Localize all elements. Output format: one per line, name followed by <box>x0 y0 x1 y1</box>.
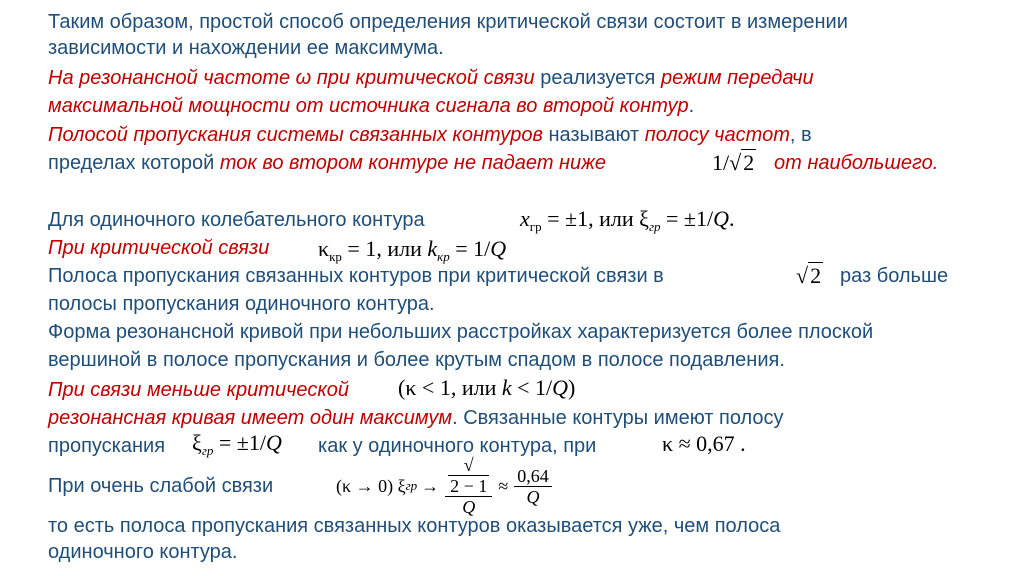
text-line-8b: раз больше <box>840 265 949 287</box>
formula-part: = 1/ <box>449 236 491 261</box>
text-line-8: Полоса пропускания связанных контуров при критической связи в <box>48 265 664 287</box>
red-phrase: ток во втором контуре не падает ниже <box>219 152 607 174</box>
formula-part: гр <box>405 478 418 493</box>
formula-part: x <box>520 206 530 231</box>
formula-part: гр <box>648 219 661 234</box>
formula-kappa-067: κ ≈ 0,67 . <box>662 431 746 456</box>
red-phrase: режим передачи <box>660 67 814 89</box>
text-line-10: Форма резонансной кривой при небольших расстройках характеризуется более плоской <box>48 321 874 343</box>
plain-phrase: , в <box>789 124 812 146</box>
text-line-12 <box>48 406 784 430</box>
formula-part: = ±1, или <box>541 206 640 231</box>
formula-part: ) <box>568 375 576 400</box>
text-line-5 <box>48 123 812 147</box>
formula-part: < 1/ <box>511 375 553 400</box>
plain-phrase: . <box>688 95 695 117</box>
formula-part: 1/ <box>712 150 730 175</box>
text-line-3 <box>48 66 814 90</box>
text-line-13b: как у одиночного контура, при <box>318 435 597 457</box>
fraction: √ 2 − 1 Q <box>445 455 492 517</box>
plain-phrase: . Связанные контуры имеют полосу <box>452 407 784 429</box>
formula-part: k <box>427 236 438 261</box>
text-line-2: зависимости и нахождении ее максимума. <box>48 37 444 59</box>
red-phrase: максимальной мощности от источника сигнала во второй контур <box>48 95 689 117</box>
red-phrase: При связи меньше критической <box>48 379 350 401</box>
text-line-6 <box>48 151 606 175</box>
plain-phrase: пределах которой <box>48 152 220 174</box>
formula-weak-coupling <box>336 455 554 517</box>
plain-phrase: реализуется <box>534 67 661 89</box>
formula-part: ξ <box>639 206 649 231</box>
text-line-1: Таким образом, простой способ определения критической связи состоит в измерении <box>48 11 848 33</box>
formula-part: 2 <box>810 263 822 288</box>
text-line-11: вершиной в полосе пропускания и более крутым спадом в полосе подавления. <box>48 349 785 371</box>
formula-part: k <box>501 375 512 400</box>
formula-xi-gr <box>192 430 282 464</box>
red-phrase: При критической связи <box>48 237 270 259</box>
formula-sqrt2: √2 <box>796 263 822 288</box>
formula-part: → <box>421 476 440 496</box>
formula-part: ξ <box>397 476 406 496</box>
formula-part: = ±1/ <box>660 206 714 231</box>
text-line-4 <box>48 94 694 118</box>
formula-part: 2 <box>743 150 755 175</box>
formula-part: Q <box>713 206 729 231</box>
formula-part: кр <box>329 249 342 264</box>
text-line-7: Для одиночного колебательного контура <box>48 209 425 231</box>
formula-xgr <box>520 206 735 240</box>
formula-part: (κ → 0) <box>336 476 394 496</box>
red-phrase: полосу частот <box>644 124 790 146</box>
formula-part: 2 − 1 <box>450 476 488 496</box>
formula-part: (κ < 1, или <box>398 375 502 400</box>
red-phrase: На резонансной частоте ω при критической связи <box>48 67 535 89</box>
formula-part: = ±1/ <box>213 430 266 455</box>
red-phrase: резонансная кривая имеет один максимум <box>48 407 453 429</box>
formula-part: Q <box>552 375 569 400</box>
formula-part: Q <box>265 430 282 455</box>
formula-part: ≈ <box>498 476 509 496</box>
text-line-9: полосы пропускания одиночного контура. <box>48 293 435 315</box>
plain-phrase: называют <box>542 124 645 146</box>
formula-one-over-sqrt2: 1/√2 <box>712 150 755 175</box>
formula-part: κ <box>318 236 330 261</box>
formula-part: ξ <box>192 430 202 455</box>
text-line-14: При очень слабой связи <box>48 475 274 497</box>
red-phrase: от наибольшего. <box>774 152 939 174</box>
formula-part: кр <box>437 249 450 264</box>
formula-part: гр <box>201 443 214 458</box>
formula-part: 0,64 <box>514 466 552 487</box>
formula-part: Q <box>462 497 476 517</box>
text-line-16: одиночного контура. <box>48 541 238 563</box>
formula-part: = 1, или <box>341 236 428 261</box>
formula-part: Q <box>526 486 540 507</box>
text-line-15: то есть полоса пропускания связанных контуров оказывается уже, чем полоса <box>48 515 781 537</box>
text-line-13: пропускания <box>48 435 166 457</box>
formula-part: гр <box>529 219 542 234</box>
formula-part: . <box>729 206 735 231</box>
red-phrase: Полосой пропускания системы связанных контуров <box>48 124 543 146</box>
fraction <box>514 466 552 507</box>
formula-part: Q <box>490 236 507 261</box>
formula-kappa-less <box>398 375 575 401</box>
